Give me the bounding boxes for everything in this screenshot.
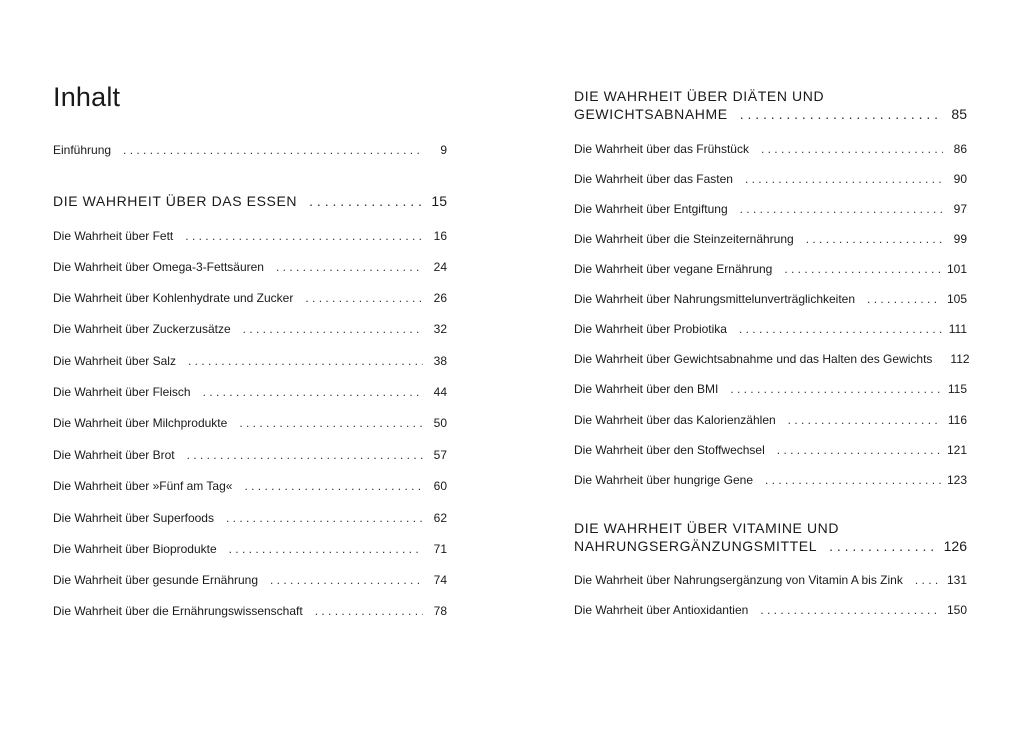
toc-page-number: 15 — [431, 193, 447, 209]
toc-page-number: 85 — [951, 106, 967, 122]
toc-entry-label: Einführung — [53, 143, 112, 157]
toc-entry-label: Die Wahrheit über Gewichtsabnahme und das Halten des Gewichts — [574, 352, 933, 366]
toc-entry-label: Die Wahrheit über Nahrungsmittelunverträglichkeiten — [574, 292, 856, 306]
toc-entry[interactable] — [574, 231, 967, 247]
toc-page-number: 38 — [433, 354, 447, 368]
toc-entry[interactable] — [53, 478, 447, 494]
dot-leader — [784, 261, 941, 277]
toc-entry-label: Die Wahrheit über Kohlenhydrate und Zucker — [53, 291, 294, 305]
toc-entry[interactable] — [53, 447, 447, 463]
toc-entry-intro[interactable] — [53, 142, 447, 158]
toc-entry[interactable] — [53, 603, 447, 619]
toc-section-essen[interactable] — [53, 193, 447, 209]
dot-leader — [309, 193, 423, 209]
toc-page-number: 74 — [433, 573, 447, 587]
dot-leader — [761, 141, 943, 157]
toc-entry[interactable] — [53, 384, 447, 400]
dot-leader — [229, 541, 423, 557]
toc-page-number: 97 — [953, 202, 967, 216]
toc-entry-label: Die Wahrheit über das Fasten — [574, 172, 733, 186]
toc-page-number: 121 — [946, 443, 967, 457]
page-title: Inhalt — [53, 82, 121, 112]
toc-page-number: 44 — [433, 385, 447, 399]
toc-page-number: 9 — [440, 143, 447, 157]
dot-leader — [239, 415, 423, 431]
toc-entry[interactable] — [574, 201, 967, 217]
toc-entry[interactable] — [574, 381, 967, 397]
toc-page-number: 71 — [433, 542, 447, 556]
toc-page-number: 78 — [433, 604, 447, 618]
toc-entry[interactable] — [574, 412, 967, 428]
dot-leader — [739, 321, 943, 337]
dot-leader — [740, 106, 943, 122]
dot-leader — [305, 290, 423, 306]
toc-entry-label: Die Wahrheit über Fett — [53, 229, 174, 243]
toc-page-number: 32 — [433, 322, 447, 336]
toc-entry-label: Die Wahrheit über »Fünf am Tag« — [53, 479, 233, 493]
toc-page-number: 90 — [953, 172, 967, 186]
toc-entry[interactable] — [53, 321, 447, 337]
dot-leader — [244, 478, 423, 494]
toc-entry[interactable] — [574, 171, 967, 187]
toc-page-number: 150 — [946, 603, 967, 617]
dot-leader — [243, 321, 423, 337]
toc-entry[interactable] — [574, 602, 967, 618]
toc-section-label: DIE WAHRHEIT ÜBER DAS ESSEN — [53, 193, 298, 209]
toc-entry[interactable] — [574, 472, 967, 488]
toc-page-number: 50 — [433, 416, 447, 430]
dot-leader — [765, 472, 941, 488]
toc-entry[interactable] — [574, 321, 967, 337]
toc-page-number: 112 — [950, 352, 970, 366]
toc-entry-label: Die Wahrheit über hungrige Gene — [574, 473, 753, 487]
toc-entry[interactable] — [574, 351, 970, 367]
toc-entry-label: Die Wahrheit über die Ernährungswissenschaft — [53, 604, 303, 618]
toc-page-number: 126 — [943, 538, 967, 554]
toc-section-vitamine[interactable] — [574, 538, 967, 554]
toc-entry[interactable] — [53, 415, 447, 431]
toc-page-number: 16 — [433, 229, 447, 243]
toc-page-number: 99 — [953, 232, 967, 246]
dot-leader — [276, 259, 423, 275]
toc-page-number: 26 — [433, 291, 447, 305]
toc-entry[interactable] — [574, 141, 967, 157]
toc-page-number: 24 — [433, 260, 447, 274]
toc-section-vitamine-line1[interactable]: DIE WAHRHEIT ÜBER VITAMINE UND — [574, 520, 840, 536]
toc-entry-label: Die Wahrheit über den BMI — [574, 382, 719, 396]
dot-leader — [270, 572, 423, 588]
toc-entry[interactable] — [574, 291, 967, 307]
toc-page-number: 101 — [946, 262, 967, 276]
toc-section-label: NAHRUNGSERGÄNZUNGSMITTEL — [574, 538, 818, 554]
toc-section-diaeten[interactable] — [574, 106, 967, 122]
dot-leader — [226, 510, 423, 526]
dot-leader — [187, 447, 423, 463]
dot-leader — [203, 384, 423, 400]
dot-leader — [740, 201, 943, 217]
toc-entry-label: Die Wahrheit über Salz — [53, 354, 176, 368]
toc-page-number: 115 — [947, 382, 967, 396]
toc-entry-label: Die Wahrheit über Milchprodukte — [53, 416, 228, 430]
dot-leader — [185, 228, 423, 244]
right-page — [510, 0, 1020, 756]
toc-entry-label: Die Wahrheit über Zuckerzusätze — [53, 322, 231, 336]
toc-entry[interactable] — [574, 261, 967, 277]
toc-section-diaeten-line1[interactable]: DIE WAHRHEIT ÜBER DIÄTEN UND — [574, 88, 825, 104]
toc-entry-label: Die Wahrheit über das Frühstück — [574, 142, 749, 156]
toc-page-number: 116 — [947, 413, 967, 427]
toc-page-number: 62 — [433, 511, 447, 525]
toc-entry-label: Die Wahrheit über Nahrungsergänzung von Vitamin A bis Zink — [574, 573, 903, 587]
toc-entry-label: Die Wahrheit über Fleisch — [53, 385, 191, 399]
toc-entry-label: Die Wahrheit über das Kalorienzählen — [574, 413, 776, 427]
toc-entry[interactable] — [53, 572, 447, 588]
toc-entry[interactable] — [53, 510, 447, 526]
toc-entry-label: Die Wahrheit über Superfoods — [53, 511, 214, 525]
toc-entry[interactable] — [53, 353, 447, 369]
toc-page-number: 60 — [433, 479, 447, 493]
dot-leader — [745, 171, 943, 187]
dot-leader — [788, 412, 942, 428]
toc-page-number: 123 — [946, 473, 967, 487]
dot-leader — [806, 231, 943, 247]
toc-page-number: 57 — [433, 448, 447, 462]
toc-entry-label: Die Wahrheit über Brot — [53, 448, 175, 462]
toc-entry-label: Die Wahrheit über gesunde Ernährung — [53, 573, 259, 587]
dot-leader — [123, 142, 423, 158]
toc-entry-label: Die Wahrheit über die Steinzeiternährung — [574, 232, 794, 246]
dot-leader — [915, 572, 941, 588]
dot-leader — [760, 602, 941, 618]
toc-entry-label: Die Wahrheit über Probiotika — [574, 322, 727, 336]
toc-entry-label: Die Wahrheit über Antioxidantien — [574, 603, 749, 617]
toc-entry-label: Die Wahrheit über den Stoffwechsel — [574, 443, 765, 457]
toc-entry-label: Die Wahrheit über vegane Ernährung — [574, 262, 773, 276]
toc-entry[interactable] — [53, 228, 447, 244]
toc-page-number: 131 — [946, 573, 967, 587]
toc-page-number: 86 — [953, 142, 967, 156]
toc-entry[interactable] — [53, 290, 447, 306]
toc-entry-label: Die Wahrheit über Omega-3-Fettsäuren — [53, 260, 264, 274]
dot-leader — [777, 442, 941, 458]
dot-leader — [315, 603, 423, 619]
toc-entry[interactable] — [574, 442, 967, 458]
toc-entry-label: Die Wahrheit über Entgiftung — [574, 202, 728, 216]
dot-leader — [867, 291, 941, 307]
toc-entry-label: Die Wahrheit über Bioprodukte — [53, 542, 217, 556]
toc-entry[interactable] — [574, 572, 967, 588]
toc-page-number: 105 — [946, 292, 967, 306]
toc-entry[interactable] — [53, 259, 447, 275]
dot-leader — [188, 353, 423, 369]
dot-leader — [829, 538, 938, 554]
toc-entry[interactable] — [53, 541, 447, 557]
toc-page-number: 111 — [948, 322, 967, 336]
toc-section-label: GEWICHTSABNAHME — [574, 106, 728, 122]
dot-leader — [730, 381, 942, 397]
